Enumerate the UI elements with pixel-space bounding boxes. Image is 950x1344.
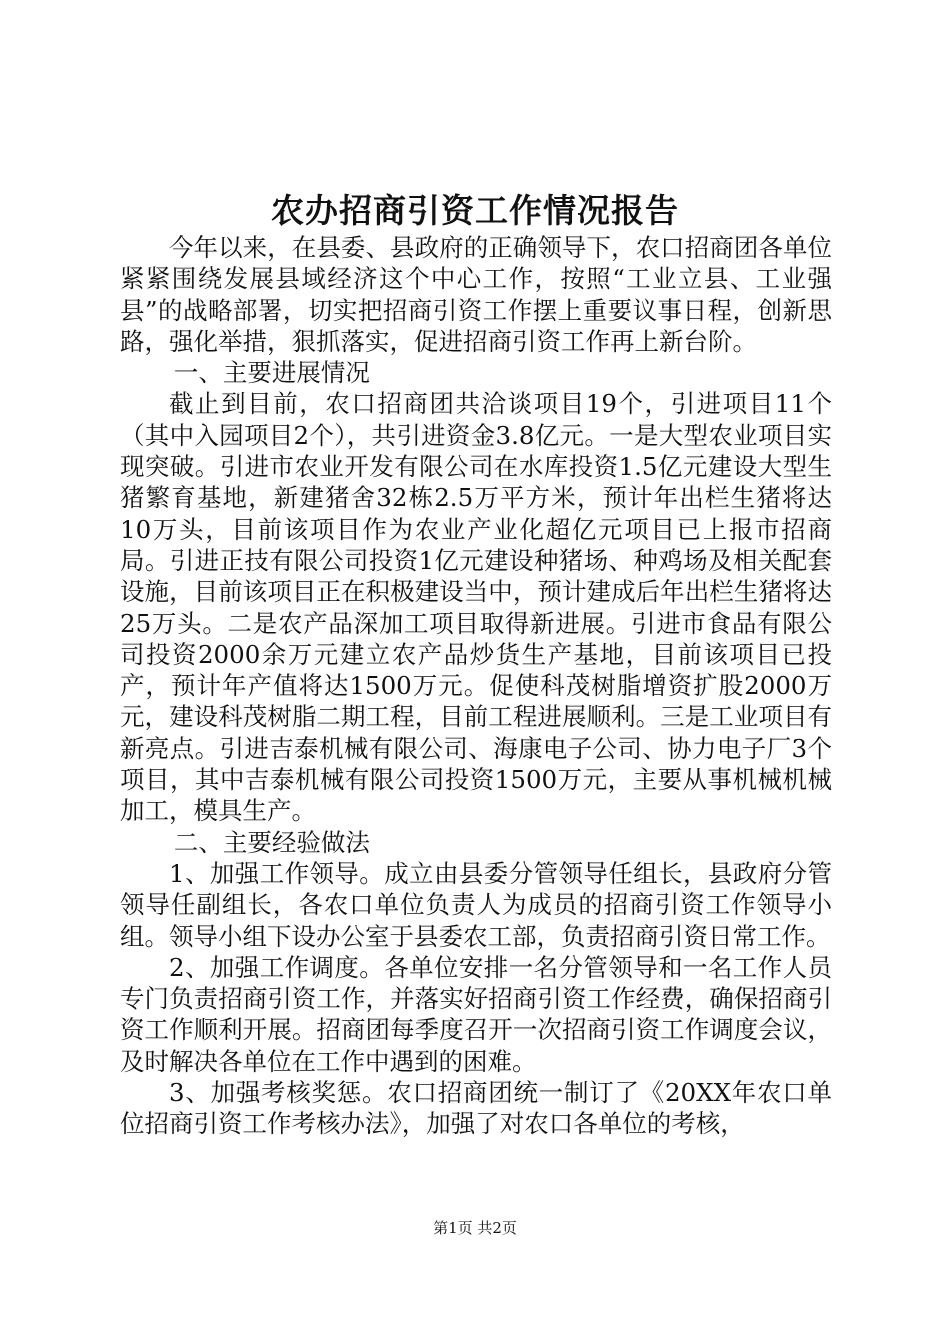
experience-item-scheduling: 2、加强工作调度。各单位安排一名分管领导和一名工作人员专门负责招商引资工作，并落实好招商引资工作经费，确保招商引资工作顺利开展。招商团每季度召开一次招商引资工作调度会议，及时解决各单位在工作中遇到的困难。 xyxy=(120,952,832,1076)
progress-paragraph: 截止到目前，农口招商团共洽谈项目19个，引进项目11个（其中入园项目2个），共引进资金3.8亿元。一是大型农业项目实现突破。引进市农业开发有限公司在水库投资1.5亿元建设大型生猪繁育基地，新建猪舍32栋2.5万平方米，预计年出栏生猪将达10万头，目前该项目作为农业产业化超亿元项目已上报市招商局。引进正技有限公司投资1亿元建设种猪场、种鸡场及相关配套设施，目前该项目正在积极建设当中，预计建成后年出栏生猪将达25万头。二是农产品深加工项目取得新进展。引进市食品有限公司投资2000余万元建立农产品炒货生产基地，目前该项目已投产，预计年产值将达1500万元。促使科茂树脂增资扩股2000万元，建设科茂树脂二期工程，目前工程进展顺利。三是工业项目有新亮点。引进吉泰机械有限公司、海康电子公司、协力电子厂3个项目，其中吉泰机械有限公司投资1500万元，主要从事机械机械加工，模具生产。 xyxy=(120,389,832,826)
intro-paragraph: 今年以来，在县委、县政府的正确领导下，农口招商团各单位紧紧围绕发展县域经济这个中心工作，按照“工业立县、工业强县”的战略部署，切实把招商引资工作摆上重要议事日程，创新思路，强化举措，狠抓落实，促进招商引资工作再上新台阶。 xyxy=(120,233,832,356)
experience-item-leadership: 1、加强工作领导。成立由县委分管领导任组长，县政府分管领导任副组长，各农口单位负责人为成员的招商引资工作领导小组。领导小组下设办公室于县委农工部，负责招商引资日常工作。 xyxy=(120,858,832,951)
document-title: 农办招商引资工作情况报告 xyxy=(271,191,679,230)
section-heading-experience: 二、主要经验做法 xyxy=(173,827,370,857)
document-body xyxy=(120,232,832,1140)
experience-item-assessment: 3、加强考核奖惩。农口招商团统一制订了《20XX年农口单位招商引资工作考核办法》，加强了对农口各单位的考核， xyxy=(120,1078,832,1139)
section-heading-progress: 一、主要进展情况 xyxy=(173,358,370,388)
page-footer: 第1页 共2页 xyxy=(433,1219,517,1237)
